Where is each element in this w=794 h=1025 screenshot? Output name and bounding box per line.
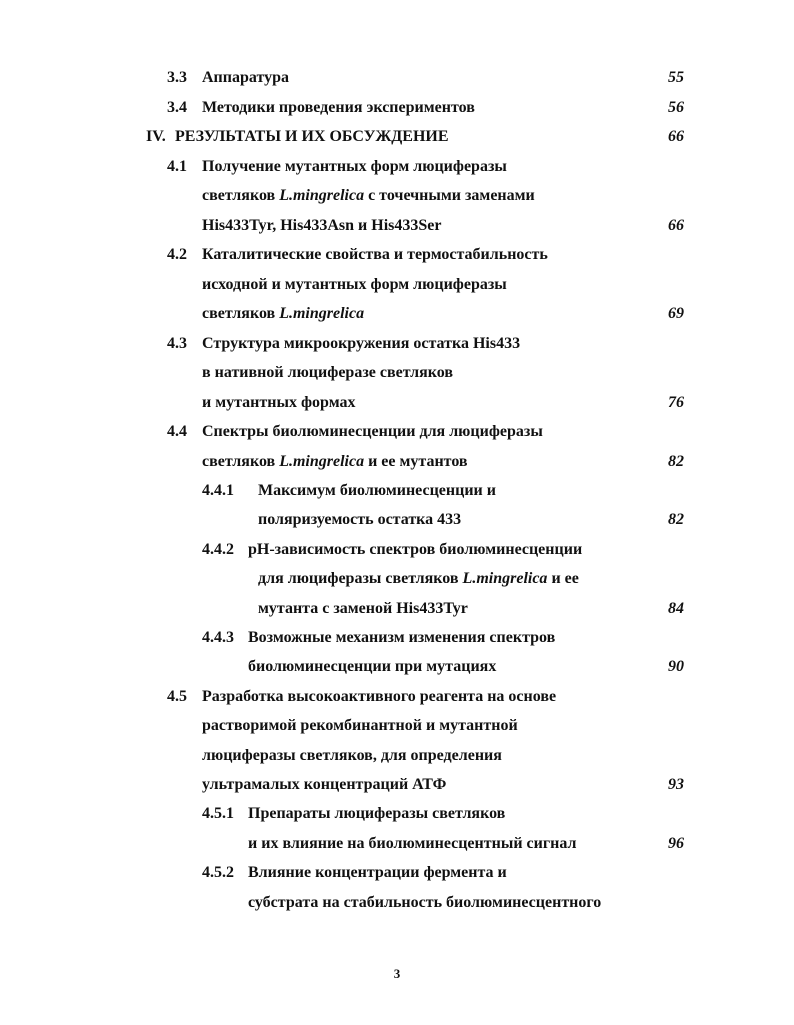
toc-title-4-5-1-line-2[interactable]: и их влияние на биолюминесцентный сигнал xyxy=(248,835,577,852)
toc-number-iv: IV. xyxy=(146,128,166,145)
toc-page-4-2[interactable]: 69 xyxy=(668,305,684,322)
text-prefix: светляков xyxy=(202,453,280,470)
toc-title-4-5-line-1[interactable]: Разработка высокоактивного реагента на основе xyxy=(202,688,557,705)
text-prefix: для люциферазы светляков xyxy=(258,570,463,587)
toc-number-4-1: 4.1 xyxy=(167,158,187,175)
toc-page-4-4-2[interactable]: 84 xyxy=(668,600,684,617)
toc-number-4-2: 4.2 xyxy=(167,246,187,263)
toc-title-4-5-line-3[interactable]: люциферазы светляков, для определения xyxy=(202,747,502,764)
toc-title-4-5-2-line-2[interactable]: субстрата на стабильность биолюминесцентного xyxy=(248,894,602,911)
toc-title-4-4-1-line-2[interactable]: поляризуемость остатка 433 xyxy=(258,511,462,528)
toc-number-4-4-3: 4.4.3 xyxy=(202,629,234,646)
text-prefix: светляков xyxy=(202,305,280,322)
toc-title-4-5-line-4[interactable]: ультрамалых концентраций АТФ xyxy=(202,776,447,793)
toc-title-4-3-line-3[interactable]: и мутантных формах xyxy=(202,394,356,411)
text-suffix: и ее xyxy=(547,570,579,587)
toc-title-4-4-3-line-2[interactable]: биолюминесценции при мутациях xyxy=(248,658,497,675)
toc-title-4-4-line-2[interactable] xyxy=(202,452,468,472)
toc-title-4-2-line-3[interactable] xyxy=(202,304,364,324)
text-prefix: светляков xyxy=(202,187,280,204)
toc-page-4-4-3[interactable]: 90 xyxy=(668,658,684,675)
toc-title-4-4-2-line-3[interactable]: мутанта с заменой His433Tyr xyxy=(258,600,468,617)
toc-number-4-3: 4.3 xyxy=(167,335,187,352)
toc-number-4-4-2: 4.4.2 xyxy=(202,541,234,558)
toc-title-4-1-line-1[interactable]: Получение мутантных форм люциферазы xyxy=(202,158,507,175)
toc-number-3-4: 3.4 xyxy=(167,99,187,116)
toc-title-4-5-2-line-1[interactable]: Влияние концентрации фермента и xyxy=(248,864,507,881)
toc-title-3-3[interactable]: Аппаратура xyxy=(202,69,290,86)
toc-number-4-5-1: 4.5.1 xyxy=(202,805,234,822)
toc-number-4-4: 4.4 xyxy=(167,423,187,440)
toc-title-4-3-line-2[interactable]: в нативной люциферазе светляков xyxy=(202,364,454,381)
toc-title-4-4-1-line-1[interactable]: Максимум биолюминесценции и xyxy=(258,482,496,499)
toc-title-4-1-line-3[interactable]: His433Tyr, His433Asn и His433Ser xyxy=(202,217,442,234)
toc-page-3-4[interactable]: 56 xyxy=(668,99,684,116)
toc-page-4-5[interactable]: 93 xyxy=(668,776,684,793)
toc-title-iv[interactable]: РЕЗУЛЬТАТЫ И ИХ ОБСУЖДЕНИЕ xyxy=(175,128,449,145)
page-number: 3 xyxy=(393,966,401,981)
toc-title-4-2-line-2[interactable]: исходной и мутантных форм люциферазы xyxy=(202,276,507,293)
toc-title-4-5-1-line-1[interactable]: Препараты люциферазы светляков xyxy=(248,805,506,822)
text-suffix: и ее мутантов xyxy=(364,453,468,470)
toc-title-4-5-line-2[interactable]: растворимой рекомбинантной и мутантной xyxy=(202,717,518,734)
toc-page-4-4-1[interactable]: 82 xyxy=(668,511,684,528)
text-suffix: с точечными заменами xyxy=(364,187,535,204)
species-name: L.mingrelica xyxy=(279,187,365,204)
species-name: L.mingrelica xyxy=(462,570,548,587)
toc-number-4-5: 4.5 xyxy=(167,688,187,705)
species-name: L.mingrelica xyxy=(279,305,365,322)
toc-number-3-3: 3.3 xyxy=(167,69,187,86)
toc-page-4-1[interactable]: 66 xyxy=(668,217,684,234)
toc-title-4-4-line-1[interactable]: Спектры биолюминесценции для люциферазы xyxy=(202,423,543,440)
toc-number-4-5-2: 4.5.2 xyxy=(202,864,234,881)
toc-title-4-4-2-line-1[interactable]: pH-зависимость спектров биолюминесценции xyxy=(248,541,583,558)
species-name: L.mingrelica xyxy=(279,453,365,470)
toc-page-4-5-1[interactable]: 96 xyxy=(668,835,684,852)
toc-page-4-4[interactable]: 82 xyxy=(668,453,684,470)
toc-page-iv[interactable]: 66 xyxy=(668,128,684,145)
toc-page-4-3[interactable]: 76 xyxy=(668,394,684,411)
toc-title-4-1-line-2[interactable] xyxy=(202,186,535,206)
toc-number-4-4-1: 4.4.1 xyxy=(202,482,234,499)
toc-title-4-3-line-1[interactable]: Структура микроокружения остатка His433 xyxy=(202,335,521,352)
toc-page-3-3[interactable]: 55 xyxy=(668,69,684,86)
toc-title-3-4[interactable]: Методики проведения экспериментов xyxy=(202,99,475,116)
toc-title-4-2-line-1[interactable]: Каталитические свойства и термостабильность xyxy=(202,246,548,263)
toc-title-4-4-2-line-2[interactable] xyxy=(258,569,579,589)
toc-title-4-4-3-line-1[interactable]: Возможные механизм изменения спектров xyxy=(248,629,556,646)
